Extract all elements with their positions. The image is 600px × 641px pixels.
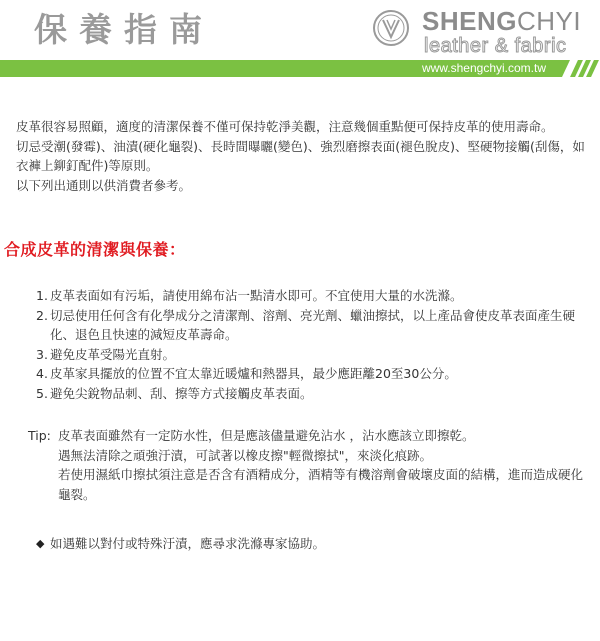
section-heading: 合成皮革的清潔與保養： [4, 240, 186, 259]
intro-line: 切忌受潮(發霉)、油漬(硬化龜裂)、長時間曝曬(變色)、強烈磨擦表面(褪色脫皮)、堅硬物接觸(刮傷，如衣褲上鉚釘配件)等原則。 [16, 138, 585, 173]
note-line [36, 534, 592, 554]
tip-line: 若使用濕紙巾擦拭須注意是否含有酒精成分，酒精等有機溶劑會破壞皮面的結構，進而造成硬化龜裂。 [58, 467, 584, 502]
tip-label: Tip: [28, 428, 51, 443]
item-number: 3. [36, 346, 48, 362]
item-number: 1. [36, 288, 48, 303]
list-item [36, 364, 592, 384]
intro-line: 以下列出通則以供消費者參考。 [16, 177, 192, 193]
item-text: 切忌使用任何含有化學成分之清潔劑、溶劑、亮光劑、蠟油擦拭，以上產品會使皮革表面產生硬化、退色且快速的減短皮革壽命。 [50, 307, 576, 342]
list-item [36, 384, 592, 404]
item-text: 避免尖銳物品刺、刮、擦等方式接觸皮革表面。 [50, 385, 313, 401]
item-number: 5. [36, 385, 48, 401]
brand-logo-icon [372, 9, 410, 47]
intro-paragraph [16, 117, 590, 195]
care-instructions-list [36, 286, 592, 403]
tip-line: 遇無法清除之頑強汙漬，可試著以橡皮擦"輕微擦拭"，來淡化痕跡。 [58, 447, 433, 463]
diamond-bullet-icon: ◆ [36, 537, 45, 550]
tip-body [58, 426, 588, 504]
note-text: 如遇難以對付或特殊汙漬，應尋求洗滌專家協助。 [50, 536, 326, 551]
brand-name-bold: SHENG [422, 6, 517, 36]
page-title: 保養指南 [34, 10, 214, 49]
list-item [36, 306, 592, 345]
page-header [0, 0, 600, 80]
item-number: 2. [36, 307, 48, 323]
brand-tagline: leather & fabric [424, 35, 567, 57]
tip-block [28, 426, 588, 504]
tip-line: 皮革表面雖然有一定防水性，但是應該儘量避免沾水 ，沾水應該立即擦乾。 [58, 428, 475, 443]
intro-line: 皮革很容易照顧，適度的清潔保養不僅可保持乾淨美觀，注意幾個重點便可保持皮革的使用壽命。 [16, 119, 554, 134]
item-text: 皮革表面如有污垢，請使用綿布沾一點清水即可。不宜使用大量的水洗滌。 [50, 288, 463, 303]
item-text: 皮革家具擺放的位置不宜太靠近暖爐和熱器具，最少應距離20至30公分。 [50, 366, 457, 381]
list-item [36, 286, 592, 306]
brand-name [422, 6, 581, 37]
list-item [36, 345, 592, 365]
item-number: 4. [36, 366, 48, 381]
brand-name-light: CHYI [516, 6, 582, 36]
item-text: 避免皮革受陽光直射。 [50, 346, 176, 362]
website-link[interactable]: www.shengchyi.com.tw [421, 61, 546, 75]
header-accent-bar [0, 60, 600, 77]
